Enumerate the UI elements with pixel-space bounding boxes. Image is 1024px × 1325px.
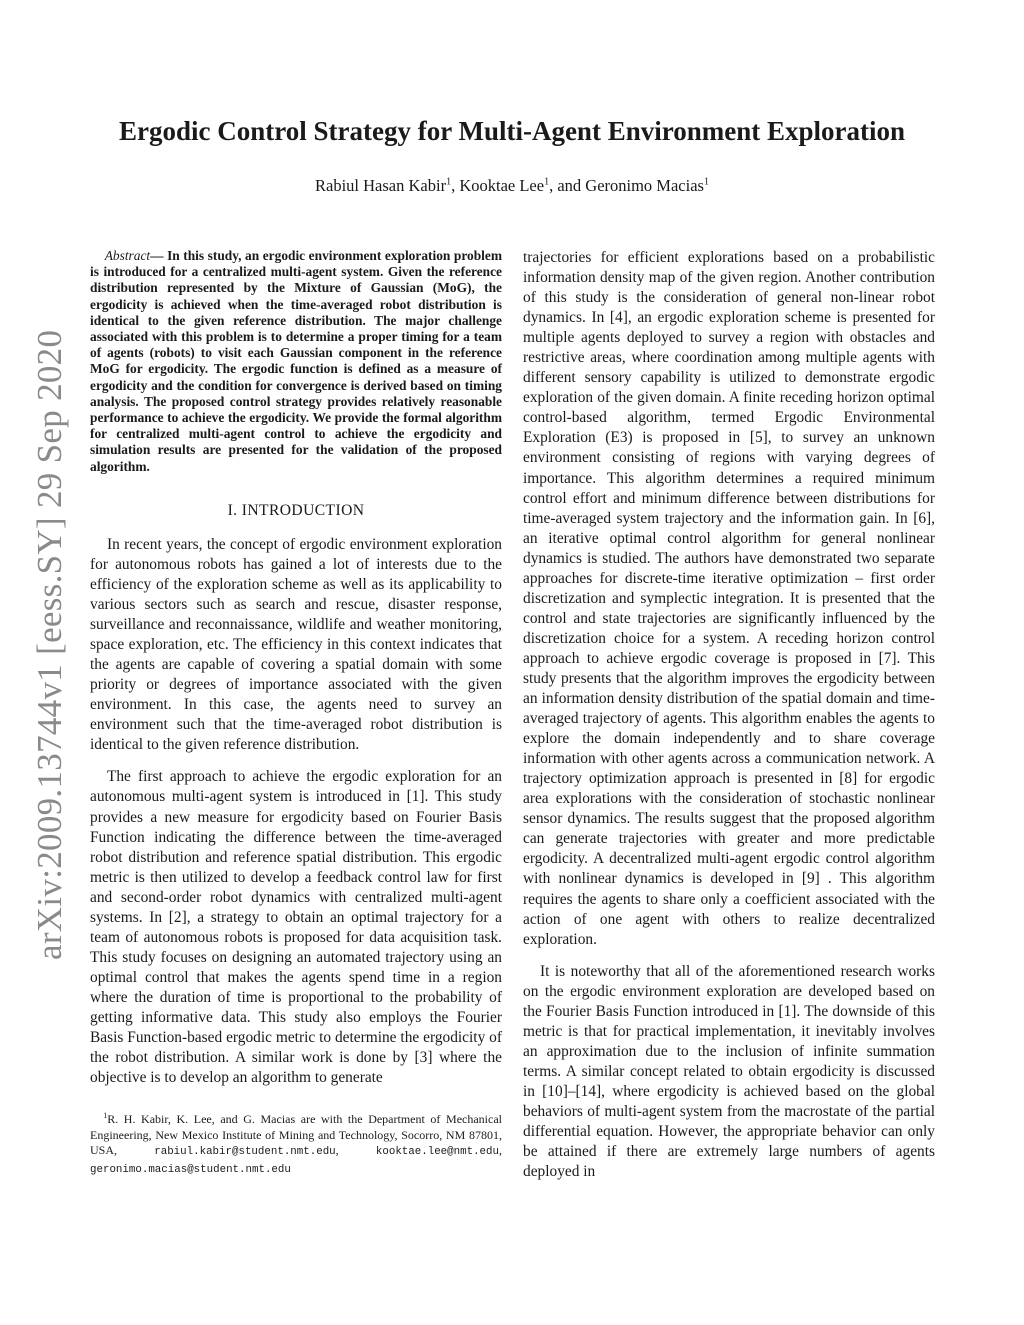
intro-paragraph-2: The first approach to achieve the ergodic exploration for an autonomous multi-agent system is introduced in [1]. This study provides a new measure for ergodicity based on Fourier Basis Function indicating the difference between the time-averaged robot distribution and reference spatial distribution. This ergodic metric is then utilized to develop a feedback control law for first and second-order robot dynamics with centralized multi-agent systems. In [2], a strategy to obtain an optimal trajectory for a team of autonomous robots is proposed for data acquisition task. This study focuses on designing an automated trajectory using an optimal control that makes the agents spend time in a region where the duration of time is proportional to the probability of getting informative data. This study also employs the Fourier Basis Function-based ergodic metric to determine the ergodicity of the robot distribution. A similar work is done by [3] where the objective is to develop an algorithm to generate — [90, 768, 502, 1087]
author-separator: , and — [549, 176, 586, 195]
footnote-text: R. H. Kabir, K. Lee, and G. Macias are with the Department of Mechanical Engineering, New Mexico Institute of Mining and Technology, Socorro, NM 87801, USA, — [90, 1112, 502, 1158]
left-column — [90, 248, 502, 1179]
section-heading-introduction: I. INTRODUCTION — [227, 501, 365, 519]
paper-title: Ergodic Control Strategy for Multi-Agent Environment Exploration — [119, 116, 905, 146]
intro-paragraph-3: It is noteworthy that all of the aforementioned research works on the ergodic environment exploration are developed based on the Fourier Basis Function introduced in [1]. The downside of this metric is that for practical implementation, it inevitably involves an approximation due to the inclusion of infinite summation terms. A similar concept related to obtain ergodicity is discussed in [10]–[14], where ergodicity is achieved based on the global behaviors of multi-agent system from the macrostate of the partial differential equation. However, the appropriate behavior can only be attained if there are extremely large numbers of agents deployed in — [523, 962, 935, 1181]
intro-paragraph-1: In recent years, the concept of ergodic environment exploration for autonomous robots has gained a lot of interests due to the efficiency of the exploration scheme as well as its applicability to various sectors such as search and rescue, disaster response, surveillance and reconnaissance, wildlife and weather monitoring, space exploration, etc. The efficiency in this context indicates that the agents are capable of covering a spatial domain with some priority or degrees of importance associated with the given environment. In this case, the agents need to survey an environment such that the time-averaged robot distribution is identical to the given reference distribution. — [90, 535, 502, 754]
author-macias: Geronimo Macias — [585, 176, 704, 195]
footnote-mark: 1 — [103, 1111, 108, 1121]
abstract-label: Abstract — [104, 248, 151, 263]
abstract-dash: — — [150, 248, 168, 263]
right-column — [523, 248, 935, 1182]
author-footnote — [90, 1108, 502, 1178]
arxiv-margin-stamp: arXiv:2009.13744v1 [eess.SY] 29 Sep 2020 — [30, 329, 69, 960]
footnote-separator: , — [499, 1143, 502, 1158]
author-kabir: Rabiul Hasan Kabir — [315, 176, 447, 195]
author-list — [60, 176, 964, 196]
intro-paragraph-continued: trajectories for efficient explorations based on a probabilistic information density map of the given region. Another contribution of this study is the consideration of general non-linear robot dynamics. In [4], an ergodic exploration scheme is presented for multiple agents deployed to survey a region with obstacles and restrictive areas, where coordination among multiple agents with different sensory capability is utilized to demonstrate ergodic exploration of the given domain. A finite receding horizon optimal control-based algorithm, termed Ergodic Environmental Exploration (E3) is proposed in [5], to survey an unknown environment consisting of regions with varying degrees of importance. This algorithm determines a required minimum control effort and minimum difference between distributions for time-averaged system trajectory and the information gain. In [6], an iterative optimal control algorithm for general nonlinear dynamics is studied. The authors have demonstrated two separate approaches for discrete-time iterative optimization – first order discretization and symplectic integration. It is presented that the control and state trajectories are significantly influenced by the discretization choice for a system. A receding horizon control approach to achieve ergodic coverage is proposed in [7]. This study presents that the algorithm improves the ergodicity between an information density distribution of the spatial domain and time-averaged trajectory of agents. This algorithm enables the agents to explore the domain independently and to share coverage information with other agents across a communication network. A trajectory optimization approach is presented in [8] for ergodic area explorations with the consideration of stochastic nonlinear sensor dynamics. The results suggest that the proposed algorithm can generate trajectories with greater and more predictable ergodicity. A decentralized multi-agent ergodic control algorithm with nonlinear dynamics is developed in [9] . This algorithm requires the agents to share only a coefficient associated with the action of one agent with others to realize decentralized exploration. — [523, 249, 935, 948]
footnote-separator: , — [335, 1143, 376, 1158]
author-affiliation-mark: 1 — [446, 176, 452, 188]
abstract — [90, 248, 502, 475]
author-lee: Kooktae Lee — [459, 176, 545, 195]
author-affiliation-mark: 1 — [544, 176, 550, 188]
email-macias: geronimo.macias@student.nmt.edu — [90, 1163, 291, 1176]
email-lee: kooktae.lee@nmt.edu — [375, 1146, 499, 1159]
author-separator: , — [451, 176, 460, 195]
author-affiliation-mark: 1 — [703, 176, 709, 188]
abstract-text: In this study, an ergodic environment exploration problem is introduced for a centralized multi-agent system. Given the reference distribution represented by the Mixture of Gaussian (MoG), the ergodicity is achieved when the time-averaged robot distribution is identical to the given reference distribution. The major challenge associated with this problem is to determine a proper timing for a team of agents (robots) to visit each Gaussian component in the reference MoG for ergodicity. The ergodic function is defined as a measure of ergodicity and the condition for convergence is derived based on timing analysis. The proposed control strategy provides relatively reasonable performance to achieve the ergodicity. We provide the formal algorithm for centralized multi-agent control to achieve the ergodicity and simulation results are presented for the validation of the proposed algorithm. — [90, 248, 502, 474]
email-kabir: rabiul.kabir@student.nmt.edu — [154, 1146, 336, 1159]
